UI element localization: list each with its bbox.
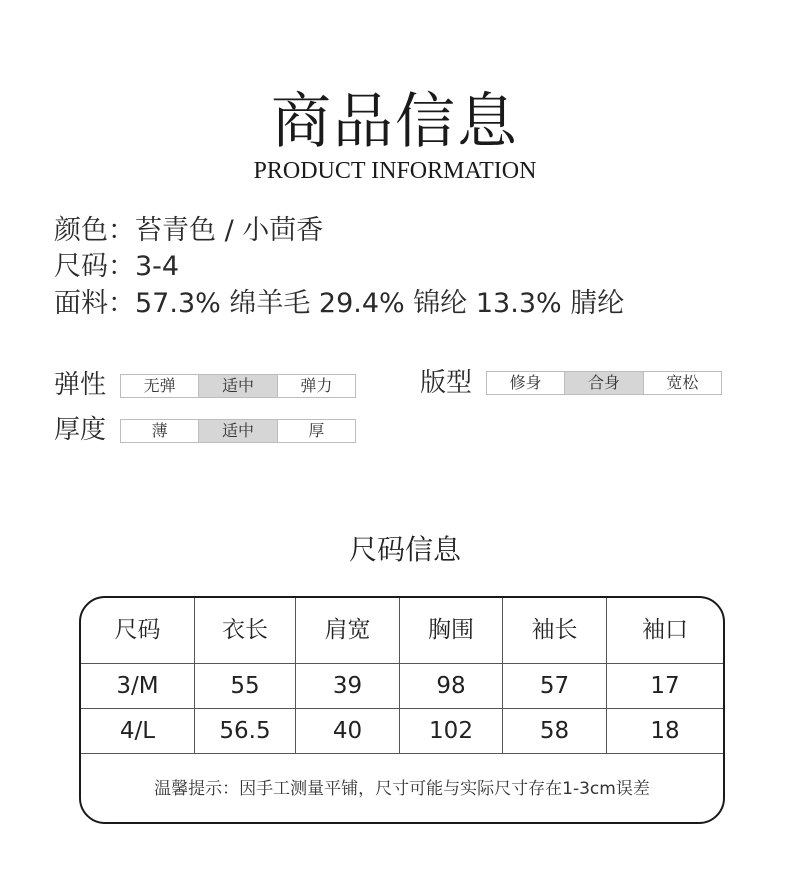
spec-size-value: 3-4 [135,251,180,282]
col-size: 尺码 [81,598,195,663]
table-row [81,709,723,753]
fit-scale [486,371,722,395]
spec-fabric-label: 面料： [54,288,135,319]
spec-size [54,250,179,284]
table-divider [81,753,723,754]
cell-chest: 98 [400,664,503,708]
spec-color [54,214,323,248]
spec-fabric [54,287,624,321]
fit-option-loose: 宽松 [666,373,699,392]
thickness-scale [120,419,356,443]
spec-fabric-value: 57.3% 绵羊毛 29.4% 锦纶 13.3% 腈纶 [135,288,625,319]
fit-label: 版型 [420,368,473,398]
spec-color-label: 颜色： [54,215,135,246]
cell-cuff: 17 [650,673,680,699]
fit-option-regular: 合身 [565,372,643,394]
col-shoulder: 肩宽 [296,598,400,663]
table-header-row [81,598,723,663]
elasticity-option-medium: 适中 [199,375,277,397]
col-chest: 胸围 [400,598,503,663]
col-cuff: 袖口 [642,617,688,643]
cell-length: 56.5 [195,709,296,753]
cell-size: 3/M [81,664,195,708]
cell-size: 4/L [81,709,195,753]
thickness-option-thin: 薄 [121,420,199,442]
page-title: 商品信息 [271,87,519,157]
thickness-option-thick: 厚 [308,421,325,440]
cell-cuff: 18 [650,718,680,744]
cell-chest: 102 [400,709,503,753]
thickness-label: 厚度 [54,415,107,445]
elasticity-label: 弹性 [54,370,107,400]
cell-length: 55 [195,664,296,708]
cell-shoulder: 39 [296,664,400,708]
elasticity-option-stretch: 弹力 [300,376,333,395]
cell-sleeve: 58 [503,709,607,753]
col-length: 衣长 [195,598,296,663]
table-row [81,664,723,708]
spec-color-value: 苔青色 / 小茴香 [135,215,324,246]
elasticity-scale [120,374,356,398]
cell-shoulder: 40 [296,709,400,753]
page-subtitle: PRODUCT INFORMATION [253,158,537,184]
size-table [79,596,725,824]
thickness-option-medium: 适中 [199,420,277,442]
fit-option-slim: 修身 [487,372,565,394]
cell-sleeve: 57 [503,664,607,708]
col-sleeve: 袖长 [503,598,607,663]
measurement-note: 温馨提示：因手工测量平铺，尺寸可能与实际尺寸存在1-3cm误差 [154,779,650,799]
spec-size-label: 尺码： [54,251,135,282]
elasticity-option-none: 无弹 [121,375,199,397]
size-section-title: 尺码信息 [348,533,461,566]
